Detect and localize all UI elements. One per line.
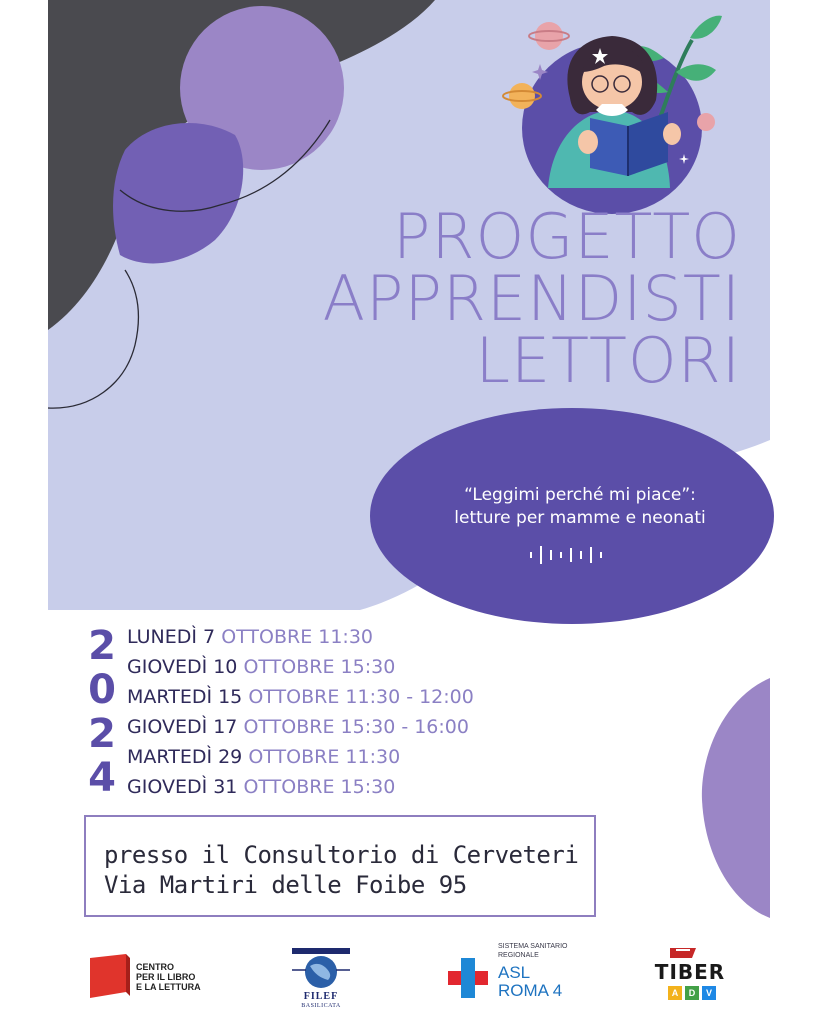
date-day: GIOVEDÌ 10 (127, 656, 238, 678)
cepell-logo (86, 952, 216, 1002)
tiber-letter-d: D (685, 986, 699, 1000)
filef-name: FILEF (303, 991, 339, 1002)
location-line-2: Via Martiri delle Foibe 95 (104, 871, 467, 899)
asl-caption (498, 942, 568, 960)
bubble-line-2: letture per mamme e neonati (454, 508, 706, 528)
tiber-flag-icon (668, 946, 698, 960)
date-row (127, 748, 400, 767)
cepell-line-1: CENTRO (136, 962, 174, 972)
date-time: OTTOBRE 11:30 (248, 746, 401, 768)
asl-logo (446, 942, 596, 1004)
asl-name-2: ROMA 4 (498, 981, 563, 1000)
location-box (84, 815, 596, 917)
title-line-1: PROGETTO (393, 200, 741, 273)
year-digit: 2 (88, 711, 116, 757)
date-row (127, 658, 395, 677)
date-day: MARTEDÌ 15 (127, 686, 243, 708)
date-time: OTTOBRE 15:30 (243, 656, 396, 678)
title-line-2: APPRENDISTI (322, 262, 741, 335)
asl-caption-2: REGIONALE (498, 952, 539, 959)
tiber-logo (650, 946, 730, 1006)
soundwave-icon (528, 544, 608, 566)
year-digit: 4 (88, 755, 116, 801)
filef-logo (288, 946, 354, 1012)
cepell-line-3: E LA LETTURA (136, 982, 201, 992)
tiber-letter-v: V (702, 986, 716, 1000)
date-day: LUNEDÌ 7 (127, 626, 216, 648)
date-row (127, 628, 373, 647)
globe-icon (288, 946, 354, 990)
cepell-mark-icon (86, 952, 130, 1002)
purple-half-circle-right (702, 678, 770, 918)
filef-region: BASILICATA (301, 1003, 341, 1009)
asl-caption-1: SISTEMA SANITARIO (498, 943, 568, 950)
tiber-letters (668, 986, 716, 1000)
year-digit: 2 (88, 623, 116, 669)
bubble-line-1: “Leggimi perché mi piace”: (464, 485, 696, 505)
date-time: OTTOBRE 11:30 - 12:00 (248, 686, 474, 708)
asl-name (498, 964, 562, 1000)
health-cross-icon (446, 956, 490, 1000)
date-time: OTTOBRE 15:30 (243, 776, 396, 798)
title-line-3: LETTORI (475, 324, 741, 397)
date-row (127, 688, 474, 707)
bubble-text (395, 484, 765, 530)
date-day: MARTEDÌ 29 (127, 746, 243, 768)
year-digit: 0 (88, 667, 116, 713)
cepell-text (136, 962, 201, 992)
date-day: GIOVEDÌ 17 (127, 716, 238, 738)
tiber-letter-a: A (668, 986, 682, 1000)
location-line-1: presso il Consultorio di Cerveteri (104, 841, 579, 869)
date-row (127, 778, 395, 797)
date-day: GIOVEDÌ 31 (127, 776, 238, 798)
date-time: OTTOBRE 11:30 (221, 626, 374, 648)
tiber-name: TIBER (654, 960, 726, 984)
cepell-line-2: PER IL LIBRO (136, 972, 196, 982)
date-row (127, 718, 469, 737)
date-time: OTTOBRE 15:30 - 16:00 (243, 716, 469, 738)
asl-name-1: ASL (498, 963, 531, 982)
